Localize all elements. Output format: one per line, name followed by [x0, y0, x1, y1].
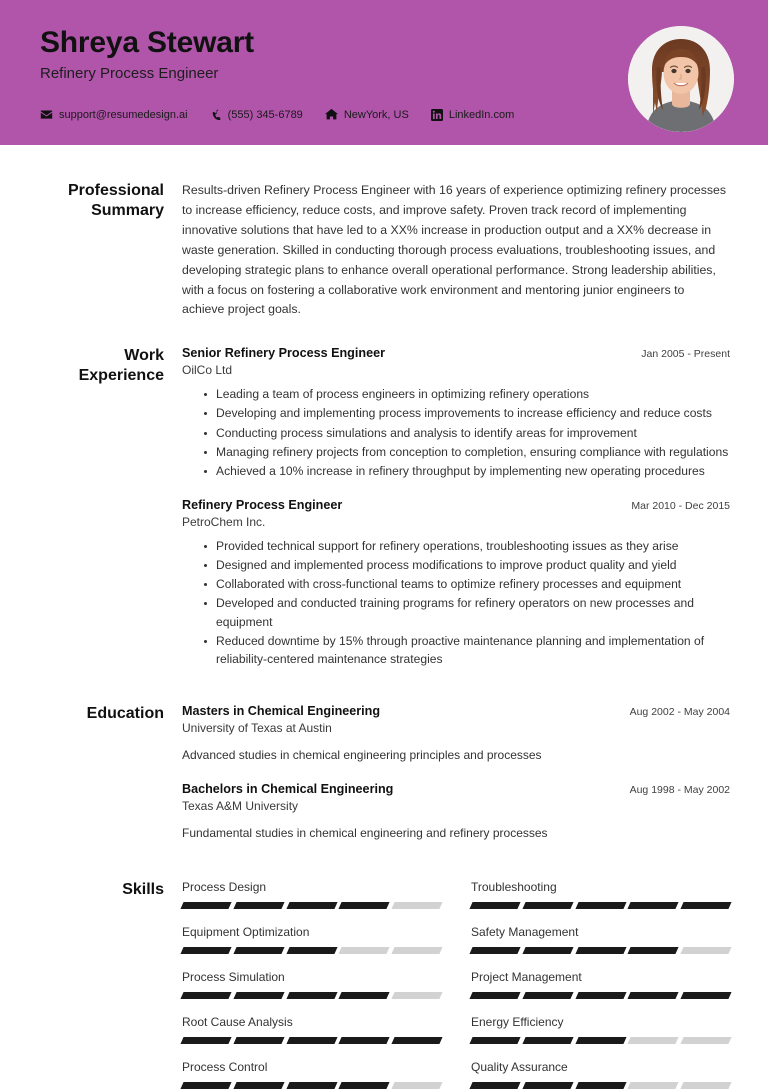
- section-label-education: Education: [86, 705, 164, 723]
- list-item: Provided technical support for refinery operations, troubleshooting issues as they arise: [204, 537, 730, 555]
- experience-job-title: Senior Refinery Process Engineer: [182, 346, 385, 361]
- experience-entry: [182, 498, 730, 668]
- education-degree: Bachelors in Chemical Engineering: [182, 782, 394, 797]
- list-item: Designed and implemented process modifications to improve product quality and yield: [204, 556, 730, 574]
- experience-entry: [182, 346, 730, 480]
- skill-level-bar: [471, 1082, 730, 1089]
- experience-bullet-list: [182, 537, 730, 668]
- list-item: Reduced downtime by 15% through proactive maintenance planning and implementation of reliability-centered maintenance strategies: [204, 632, 730, 668]
- section-label-summary: Professional Summary: [67, 182, 164, 219]
- contact-info-row: [40, 108, 514, 121]
- skill-level-segment: [522, 992, 573, 999]
- phone-icon: [210, 108, 222, 121]
- skill-level-segment: [286, 1037, 337, 1044]
- skill-level-bar: [182, 992, 441, 999]
- skill-level-segment: [392, 1037, 443, 1044]
- skill-name: Root Cause Analysis: [182, 1015, 293, 1030]
- skill-level-segment: [339, 1037, 390, 1044]
- skill-level-segment: [180, 902, 231, 909]
- skill-item: [182, 1015, 441, 1044]
- section-professional-summary: [40, 181, 730, 320]
- skill-level-segment: [522, 1082, 573, 1089]
- contact-email-text: support@resumedesign.ai: [59, 108, 188, 121]
- section-skills: [40, 880, 730, 1089]
- skill-level-segment: [233, 992, 284, 999]
- resume-header: [0, 0, 768, 145]
- header-job-title: Refinery Process Engineer: [40, 65, 219, 82]
- skill-level-segment: [628, 992, 679, 999]
- skill-item: [182, 970, 441, 999]
- skill-level-bar: [182, 947, 441, 954]
- section-work-experience: [40, 346, 730, 670]
- summary-body: [182, 181, 730, 320]
- experience-company: OilCo Ltd: [182, 363, 233, 378]
- skill-level-segment: [469, 902, 520, 909]
- skills-body: [182, 880, 730, 1089]
- section-education: [40, 704, 730, 844]
- skill-level-bar: [471, 1037, 730, 1044]
- skill-item: [471, 880, 730, 909]
- skill-level-segment: [392, 1082, 443, 1089]
- skills-grid: [182, 880, 730, 1089]
- skill-item: [471, 925, 730, 954]
- skill-level-segment: [339, 947, 390, 954]
- skill-name: Project Management: [471, 970, 582, 985]
- skill-level-segment: [469, 947, 520, 954]
- skill-level-bar: [471, 902, 730, 909]
- education-entry-header: [182, 782, 730, 796]
- avatar: [628, 26, 734, 132]
- skill-level-segment: [180, 992, 231, 999]
- section-label-skills: Skills: [122, 881, 164, 899]
- contact-email[interactable]: [40, 108, 188, 121]
- skill-level-segment: [575, 992, 626, 999]
- experience-date-range: Mar 2010 - Dec 2015: [631, 500, 730, 513]
- list-item: Developing and implementing process improvements to increase efficiency and reduce costs: [204, 404, 730, 422]
- skill-level-segment: [681, 902, 732, 909]
- home-icon: [325, 108, 338, 121]
- education-entry-header: [182, 704, 730, 718]
- education-entry: [182, 782, 730, 842]
- skill-name: Safety Management: [471, 925, 579, 940]
- contact-linkedin-text: LinkedIn.com: [448, 108, 515, 121]
- skill-level-segment: [180, 1037, 231, 1044]
- skill-item: [471, 1060, 730, 1089]
- experience-body: [182, 346, 730, 670]
- skill-name: Energy Efficiency: [471, 1015, 564, 1030]
- skill-item: [182, 925, 441, 954]
- contact-location[interactable]: [325, 108, 409, 121]
- skill-level-segment: [575, 1037, 626, 1044]
- experience-date-range: Jan 2005 - Present: [641, 348, 730, 361]
- skill-item: [471, 1015, 730, 1044]
- skill-level-segment: [628, 902, 679, 909]
- header-identity-block: [40, 22, 514, 121]
- skill-name: Process Design: [182, 880, 267, 895]
- experience-bullet-list: [182, 385, 730, 480]
- skill-level-segment: [233, 1082, 284, 1089]
- skill-level-segment: [575, 947, 626, 954]
- list-item: Leading a team of process engineers in optimizing refinery operations: [204, 385, 730, 403]
- skill-item: [471, 970, 730, 999]
- education-entry: [182, 704, 730, 764]
- skill-level-segment: [286, 902, 337, 909]
- skill-level-segment: [469, 992, 520, 999]
- skill-name: Equipment Optimization: [182, 925, 310, 940]
- skill-level-segment: [180, 1082, 231, 1089]
- section-label-experience: Work Experience: [78, 347, 164, 385]
- avatar-photo: [628, 26, 734, 132]
- skill-level-segment: [392, 947, 443, 954]
- skill-level-segment: [286, 992, 337, 999]
- skill-item: [182, 880, 441, 909]
- skill-level-segment: [469, 1082, 520, 1089]
- skill-level-segment: [233, 902, 284, 909]
- list-item: Achieved a 10% increase in refinery throughput by implementing new operating procedures: [204, 462, 730, 480]
- education-description: Advanced studies in chemical engineering principles and processes: [182, 748, 542, 763]
- education-description: Fundamental studies in chemical engineering and refinery processes: [182, 826, 548, 841]
- experience-job-title: Refinery Process Engineer: [182, 498, 343, 513]
- contact-location-text: NewYork, US: [343, 108, 409, 121]
- experience-entry-header: [182, 346, 730, 360]
- skill-level-segment: [233, 1037, 284, 1044]
- skill-level-segment: [681, 1037, 732, 1044]
- list-item: Managing refinery projects from conception to completion, ensuring compliance with regulations: [204, 443, 730, 461]
- linkedin-icon: [431, 109, 443, 121]
- summary-text: Results-driven Refinery Process Engineer with 16 years of experience optimizing refinery processes to increase efficiency, reduce costs, and improve safety. Proven track record of implementing innovative solutions that have led to a XX% increase in production output and a XX% decrease in waste generation. Skilled in conducting thorough process evaluations, troubleshooting issues, and developing strategic plans to enhance overall operational performance. Strong leadership abilities, with a focus on fostering a collaborative work environment and mentoring junior engineers to achieve project goals.: [182, 183, 727, 317]
- contact-linkedin[interactable]: [431, 109, 514, 121]
- skill-level-segment: [469, 1037, 520, 1044]
- skill-level-segment: [522, 1037, 573, 1044]
- skill-level-segment: [575, 1082, 626, 1089]
- skill-level-segment: [681, 1082, 732, 1089]
- education-date-range: Aug 2002 - May 2004: [629, 706, 730, 719]
- skill-name: Troubleshooting: [471, 880, 557, 895]
- envelope-icon: [40, 108, 53, 121]
- skill-level-bar: [471, 992, 730, 999]
- page-title: Shreya Stewart: [40, 26, 254, 59]
- education-date-range: Aug 1998 - May 2002: [629, 784, 730, 797]
- skill-level-bar: [471, 947, 730, 954]
- list-item: Collaborated with cross-functional teams to optimize refinery processes and equipment: [204, 575, 730, 593]
- list-item: Developed and conducted training programs for refinery operators on new processes and equipment: [204, 594, 730, 630]
- skill-level-segment: [339, 902, 390, 909]
- list-item: Conducting process simulations and analysis to identify areas for improvement: [204, 424, 730, 442]
- skill-level-segment: [180, 947, 231, 954]
- education-body: [182, 704, 730, 844]
- skill-level-segment: [392, 992, 443, 999]
- skill-level-segment: [522, 947, 573, 954]
- skill-level-bar: [182, 902, 441, 909]
- skill-level-segment: [575, 902, 626, 909]
- resume-body: [0, 181, 768, 1089]
- skill-level-segment: [392, 902, 443, 909]
- contact-phone-text: (555) 345-6789: [227, 108, 303, 121]
- skill-level-segment: [628, 1037, 679, 1044]
- skill-name: Process Simulation: [182, 970, 285, 985]
- experience-company: PetroChem Inc.: [182, 515, 266, 530]
- experience-entry-header: [182, 498, 730, 512]
- skill-level-bar: [182, 1037, 441, 1044]
- skill-level-segment: [681, 947, 732, 954]
- education-school: Texas A&M University: [182, 799, 299, 814]
- skill-name: Quality Assurance: [471, 1060, 568, 1075]
- skill-name: Process Control: [182, 1060, 268, 1075]
- skill-level-segment: [339, 992, 390, 999]
- skill-level-segment: [286, 1082, 337, 1089]
- skill-level-segment: [233, 947, 284, 954]
- education-school: University of Texas at Austin: [182, 721, 332, 736]
- education-degree: Masters in Chemical Engineering: [182, 704, 381, 719]
- skill-level-bar: [182, 1082, 441, 1089]
- skill-level-segment: [339, 1082, 390, 1089]
- skill-level-segment: [522, 902, 573, 909]
- skill-level-segment: [628, 1082, 679, 1089]
- skill-level-segment: [628, 947, 679, 954]
- contact-phone[interactable]: [210, 108, 303, 121]
- skill-level-segment: [286, 947, 337, 954]
- skill-item: [182, 1060, 441, 1089]
- skill-level-segment: [681, 992, 732, 999]
